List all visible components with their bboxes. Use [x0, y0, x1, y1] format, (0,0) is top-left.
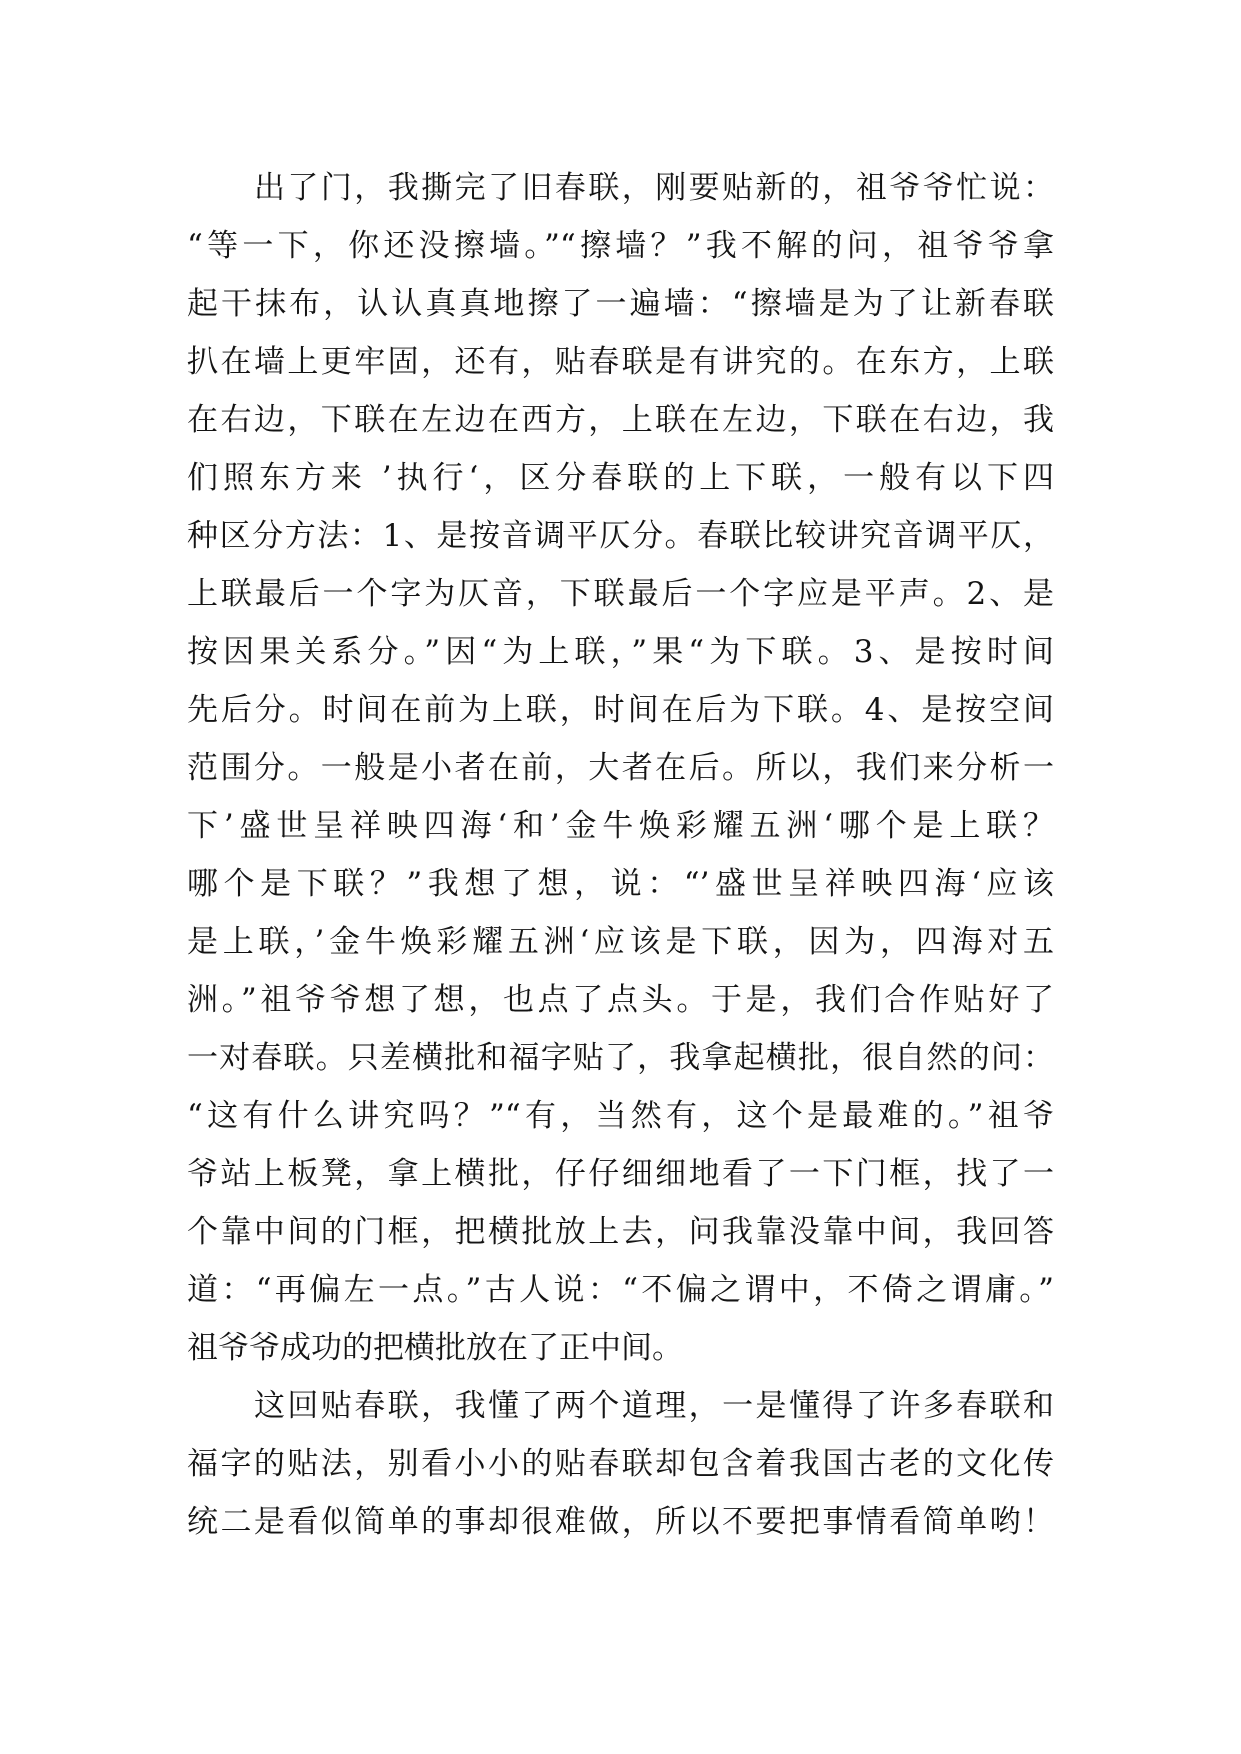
text-line: 哪个是下联？”我想了想，说：“’盛世呈祥映四海‘应该	[187, 866, 1054, 902]
text-line: 在右边，下联在左边在西方，上联在左边，下联在右边，我	[187, 402, 1054, 438]
text-line: 一对春联。只差横批和福字贴了，我拿起横批，很自然的问：	[187, 1040, 1054, 1076]
text-line: 范围分。一般是小者在前，大者在后。所以，我们来分析一	[187, 750, 1054, 786]
text-line: 统二是看似简单的事却很难做，所以不要把事情看简单哟！	[187, 1504, 1054, 1540]
text-line: 先后分。时间在前为上联，时间在后为下联。4、是按空间	[187, 692, 1054, 728]
text-line: “这有什么讲究吗？”“有，当然有，这个是最难的。”祖爷	[187, 1098, 1054, 1134]
text-line: 们照东方来 ’执行‘，区分春联的上下联，一般有以下四	[187, 460, 1054, 496]
paragraph-2	[187, 1377, 1054, 1551]
text-line: 下’盛世呈祥映四海‘和’金牛焕彩耀五洲‘哪个是上联？	[187, 808, 1054, 844]
text-line: 道：“再偏左一点。”古人说：“不偏之谓中，不倚之谓庸。”	[187, 1272, 1054, 1308]
text-line: 出了门，我撕完了旧春联，刚要贴新的，祖爷爷忙说：	[254, 170, 1054, 206]
text-line: 祖爷爷成功的把横批放在了正中间。	[187, 1330, 683, 1366]
text-line: 是上联，’金牛焕彩耀五洲‘应该是下联，因为，四海对五	[187, 924, 1054, 960]
paragraph-1	[187, 159, 1054, 1377]
text-line: 福字的贴法，别看小小的贴春联却包含着我国古老的文化传	[187, 1446, 1054, 1482]
text-line: 种区分方法：1、是按音调平仄分。春联比较讲究音调平仄，	[187, 518, 1054, 554]
document-body	[187, 159, 1054, 1551]
text-line: 洲。”祖爷爷想了想，也点了点头。于是，我们合作贴好了	[187, 982, 1054, 1018]
text-line: 这回贴春联，我懂了两个道理，一是懂得了许多春联和	[254, 1388, 1054, 1424]
text-line: 上联最后一个字为仄音，下联最后一个字应是平声。2、是	[187, 576, 1054, 612]
text-line: 爷站上板凳，拿上横批，仔仔细细地看了一下门框，找了一	[187, 1156, 1054, 1192]
text-line: 个靠中间的门框，把横批放上去，问我靠没靠中间，我回答	[187, 1214, 1054, 1250]
text-line: “等一下，你还没擦墙。”“擦墙？”我不解的问，祖爷爷拿	[187, 228, 1054, 264]
text-line: 按因果关系分。”因“为上联，”果“为下联。3、是按时间	[187, 634, 1054, 670]
text-line: 起干抹布，认认真真地擦了一遍墙：“擦墙是为了让新春联	[187, 286, 1054, 322]
text-line: 扒在墙上更牢固，还有，贴春联是有讲究的。在东方，上联	[187, 344, 1054, 380]
